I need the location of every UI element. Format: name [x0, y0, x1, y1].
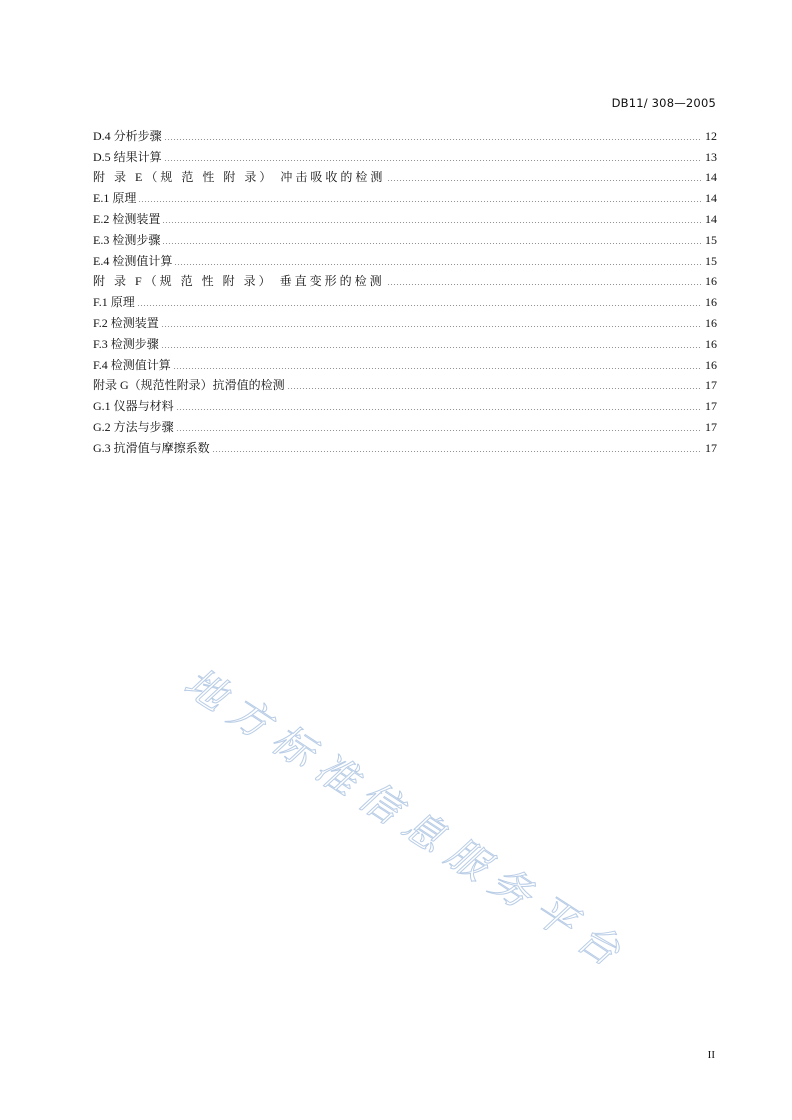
toc-dot-leader [387, 180, 701, 181]
toc-entry[interactable] [93, 122, 717, 143]
document-code: DB11/ 308—2005 [611, 96, 716, 110]
toc-entry[interactable] [93, 288, 717, 309]
toc-entry-label: D.5 结果计算 [93, 149, 162, 164]
toc-entry-page: 17 [705, 399, 717, 414]
toc-entry[interactable] [93, 434, 717, 455]
page-number: II [707, 1049, 715, 1061]
toc-entry-label: G.2 方法与步骤 [93, 419, 174, 434]
toc-entry[interactable] [93, 247, 717, 268]
toc-entry-page: 14 [705, 211, 717, 226]
toc-dot-leader [212, 451, 701, 452]
toc-dot-leader [164, 139, 701, 140]
toc-entry[interactable] [93, 351, 717, 372]
toc-entry[interactable] [93, 309, 717, 330]
toc-entry[interactable] [93, 205, 717, 226]
toc-dot-leader [173, 368, 701, 369]
toc-entry-label: G.3 抗滑值与摩擦系数 [93, 440, 210, 455]
toc-entry-label: 附 录 E（规 范 性 附 录） 冲击吸收的检测 [93, 170, 386, 185]
toc-entry-label: E.2 检测装置 [93, 211, 161, 226]
toc-dot-leader [161, 326, 701, 327]
toc-dot-leader [162, 222, 701, 223]
toc-entry-page: 17 [705, 419, 717, 434]
toc-entry[interactable] [93, 164, 717, 185]
toc-entry-page: 14 [705, 170, 717, 185]
toc-entry-page: 17 [705, 440, 717, 455]
toc-dot-leader [174, 264, 701, 265]
toc-entry-page: 16 [705, 274, 717, 289]
toc-entry[interactable] [93, 143, 717, 164]
toc-entry[interactable] [93, 330, 717, 351]
toc-entry-label: F.4 检测值计算 [93, 357, 171, 372]
toc-entry-page: 16 [705, 336, 717, 351]
toc-entry-page: 12 [705, 128, 717, 143]
toc-entry-label: G.1 仪器与材料 [93, 399, 174, 414]
toc-entry-page: 17 [705, 378, 717, 393]
watermark: 地方标准信息服务平台 [176, 659, 638, 982]
toc-entry-label: E.1 原理 [93, 191, 137, 206]
toc-dot-leader [138, 201, 701, 202]
toc-entry[interactable] [93, 413, 717, 434]
toc-entry-page: 16 [705, 357, 717, 372]
toc-dot-leader [137, 305, 701, 306]
toc-dot-leader [176, 430, 701, 431]
toc-entry-label: F.1 原理 [93, 295, 135, 310]
toc-entry-page: 15 [705, 253, 717, 268]
toc-entry-page: 16 [705, 295, 717, 310]
toc-entry[interactable] [93, 372, 717, 393]
toc-dot-leader [387, 284, 701, 285]
toc-entry-page: 16 [705, 315, 717, 330]
toc-entry-page: 13 [705, 149, 717, 164]
toc-entry-page: 14 [705, 191, 717, 206]
toc-entry-page: 15 [705, 232, 717, 247]
toc-entry-label: 附 录 F（规 范 性 附 录） 垂直变形的检测 [93, 274, 385, 289]
toc-dot-leader [161, 347, 701, 348]
toc-entry-label: E.3 检测步骤 [93, 232, 161, 247]
toc-entry[interactable] [93, 268, 717, 289]
toc-entry-label: D.4 分析步骤 [93, 128, 162, 143]
toc-entry-label: F.3 检测步骤 [93, 336, 159, 351]
toc-entry[interactable] [93, 184, 717, 205]
toc-dot-leader [162, 243, 701, 244]
toc-entry-label: F.2 检测装置 [93, 315, 159, 330]
toc-entry-label: E.4 检测值计算 [93, 253, 173, 268]
toc-dot-leader [176, 409, 701, 410]
toc-entry-label: 附录 G（规范性附录）抗滑值的检测 [93, 378, 285, 393]
table-of-contents [93, 122, 717, 455]
toc-dot-leader [164, 160, 701, 161]
toc-dot-leader [287, 388, 701, 389]
toc-entry[interactable] [93, 226, 717, 247]
toc-entry[interactable] [93, 392, 717, 413]
